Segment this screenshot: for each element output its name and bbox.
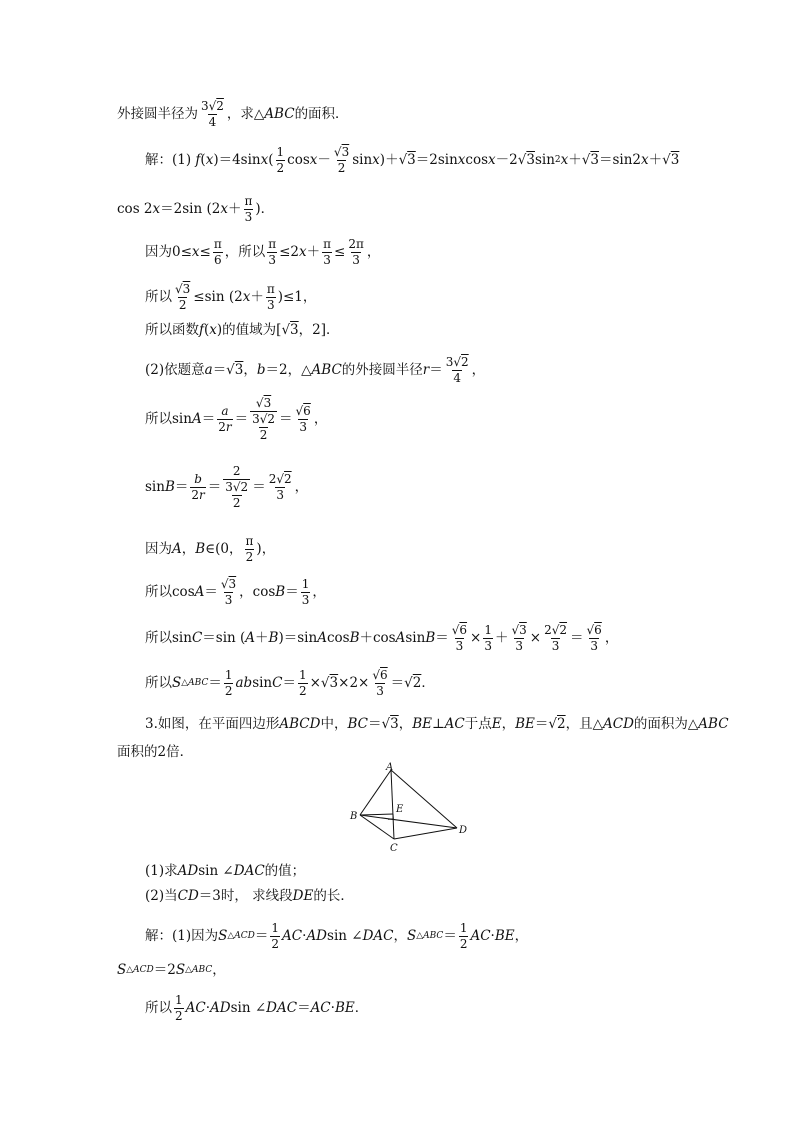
text-line-16: (1)求 AD sin ∠ DAC 的值； [145,863,306,879]
text-line-8: 所以sin A ＝ $\frac{a}{2r}$ ＝ $\frac{√3}{\frac{3√2}{2}}$ ＝ $\frac{√6}{3}$ ， [145,396,328,443]
text-line-15: 面积的2倍． [117,744,194,760]
label-c: C [390,843,398,854]
text-line-20: 所以 $\frac{1}{2}$ AC · AD sin ∠ DAC ＝ AC · BE ． [145,993,369,1024]
text-line-7: (2)依题意 a ＝√3， b ＝2，△ ABC 的外接圆半径 r ＝ $\frac{3√2}{4}$ ， [145,355,486,386]
quadrilateral-figure [348,762,474,858]
label-b: B [350,811,358,822]
text-line-3: cos 2 x ＝2sin (2 x ＋ $\frac{\pi}{3}$ )． [117,194,275,225]
text-line-19: S △ACD ＝2 S △ABC ， [117,962,226,978]
text-line-5: 所以 $\frac{√3}{2}$ ≤sin (2 x ＋ $\frac{\pi}{3}$ )≤1， [145,282,317,313]
text-line-17: (2)当 CD ＝3时， 求线段 DE 的长． [145,888,354,904]
text-line-1: 外接圆半径为 $\frac{3√2}{4}$ ，求△ ABC 的面积． [117,99,349,130]
text-line-12: 所以sin C ＝sin ( A ＋ B )＝sin A cos B ＋cos A sin B ＝ $\frac{√6}{3}$ × $\frac{1}{3}$ ＋ $\frac{√3}{3}$ × $\frac{2√2}{3}$ ＝ $\frac{√6}{3}$ ， [145,623,619,654]
text-line-10: 因为 A ， B ∈(0， $\frac{\pi}{2}$ )， [145,534,276,565]
label-e: E [396,804,404,815]
text-line-11: 所以cos A ＝ $\frac{√3}{3}$ ，cos B ＝ $\frac{1}{3}$ ， [145,577,326,608]
text-line-13: 所以 S △ABC ＝ $\frac{1}{2}$ ab sin C ＝ $\frac{1}{2}$ ×√3×2× $\frac{√6}{3}$ ＝√2． [145,668,435,699]
text-line-14: 3.如图，在平面四边形 ABCD 中， BC ＝√3， BE ⊥ AC 于点 E ， BE ＝√2，且△ ACD 的面积为△ ABC [145,716,729,732]
text-line-2: 解：(1) f ( x )＝4sin x ( $\frac{1}{2}$ cos x － $\frac{√3}{2}$ sin x )＋√3＝2sin x cos x －2√3sin 2 x ＋√3＝sin2 x ＋√3 [145,145,680,176]
label-d: D [459,825,468,836]
label-a: A [386,762,394,773]
text-line-6: 所以函数 f ( x )的值域为[√3，2]． [145,322,340,338]
text-line-4: 因为0≤ x ≤ $\frac{\pi}{6}$ ，所以 $\frac{\pi}{3}$ ≤2 x ＋ $\frac{\pi}{3}$ ≤ $\frac{2\pi}{3}$ ， [145,237,381,268]
text-line-18: 解：(1)因为 S △ACD ＝ $\frac{1}{2}$ AC · AD sin ∠ DAC ， S △ABC ＝ $\frac{1}{2}$ AC · BE ， [145,921,529,952]
text-line-9: sin B ＝ $\frac{b}{2r}$ ＝ $\frac{2}{\frac{3√2}{2}}$ ＝ $\frac{2√2}{3}$ ， [145,464,309,511]
